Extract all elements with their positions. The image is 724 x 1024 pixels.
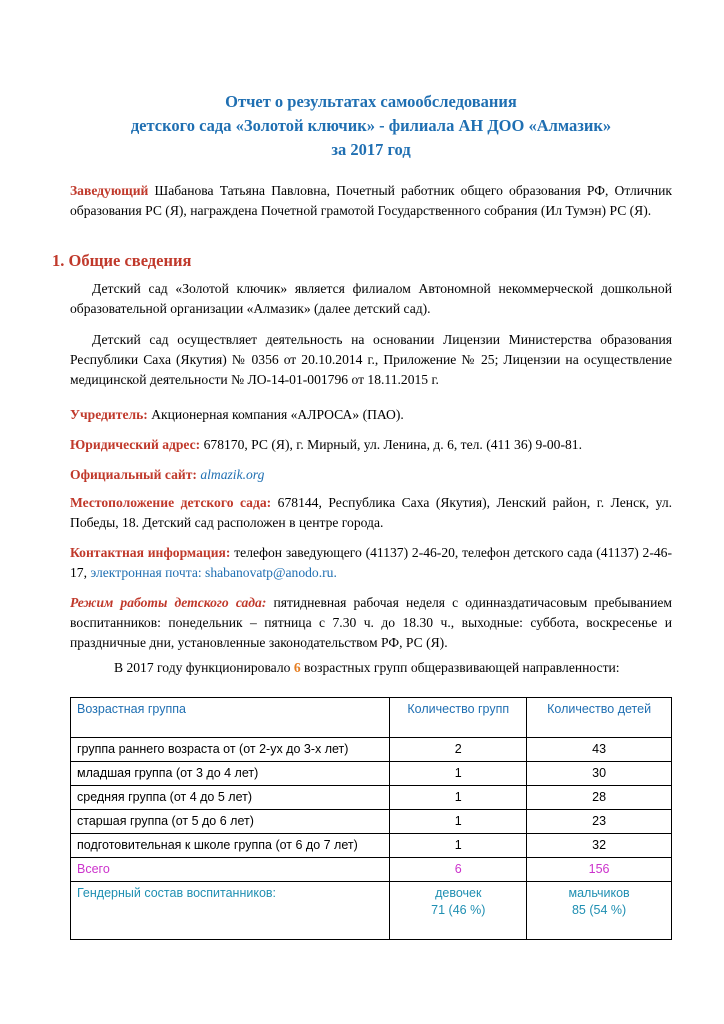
section-paragraph-2: Детский сад осуществляет деятельность на основании Лицензии Министерства образования Республики Саха (Якутия) № 0356 от 20.10.2014 г., Приложение № 25; Лицензии на осуществление медицинской деятельности № ЛО-14-01-001796 от 18.11.2015 г.: [70, 332, 672, 387]
head-paragraph: [70, 181, 672, 221]
header-children-count: Количество детей: [527, 698, 672, 738]
report-title-line2: детского сада «Золотой ключик» - филиала АН ДОО «Алмазик»: [130, 116, 612, 135]
row-children-count: 23: [527, 810, 672, 834]
boys-label: мальчиков: [568, 886, 630, 900]
table-row: [71, 786, 672, 810]
table-row: [71, 762, 672, 786]
groups-intro-before: В 2017 году функционировало: [114, 660, 294, 675]
row-group-name: старшая группа (от 5 до 6 лет): [71, 810, 390, 834]
founder-line: [70, 405, 672, 425]
girls-value: 71 (46 %): [431, 903, 486, 917]
contact-paragraph: [70, 543, 672, 583]
row-group-count: 1: [390, 810, 527, 834]
table-row: [71, 738, 672, 762]
section-heading: 1. Общие сведения: [52, 251, 192, 270]
site-label: Официальный сайт:: [70, 467, 197, 482]
row-children-count: 32: [527, 834, 672, 858]
row-children-count: 28: [527, 786, 672, 810]
address-label: Юридический адрес:: [70, 437, 201, 452]
table-gender-row: [71, 882, 672, 940]
row-group-count: 1: [390, 834, 527, 858]
boys-value: 85 (54 %): [571, 903, 627, 917]
row-group-count: 2: [390, 738, 527, 762]
groups-intro-after: возрастных групп общеразвивающей направленности:: [300, 660, 620, 675]
row-group-name: подготовительная к школе группа (от 6 до 7 лет): [71, 834, 390, 858]
header-age-group: Возрастная группа: [71, 698, 390, 738]
contact-label: Контактная информация:: [70, 545, 231, 560]
mode-text: пятидневная рабочая неделя с одинназдатичасовым пребыванием воспитанников: понедельник – пятница с 7.30 ч. до 18.30 ч., выходные: суббота, воскресенье и праздничные дни, установленные законодательством РФ, РС (Я).: [70, 595, 672, 650]
groups-table: [70, 697, 672, 940]
site-line: [70, 465, 672, 485]
table-header-row: [71, 698, 672, 738]
groups-count: 6: [293, 660, 301, 675]
address-line: [70, 435, 672, 455]
mode-paragraph: [70, 593, 672, 653]
report-title-line1: Отчет о результатах самообследования: [225, 92, 517, 111]
site-link[interactable]: almazik.org: [200, 467, 265, 482]
row-group-name: младшая группа (от 3 до 4 лет): [71, 762, 390, 786]
table-row: [71, 834, 672, 858]
head-text: Шабанова Татьяна Павловна, Почетный работник общего образования РФ, Отличник образования РС (Я), награждена Почетной грамотой Государственного собрания (Ил Тумэн) РС (Я).: [70, 183, 672, 218]
row-group-count: 1: [390, 762, 527, 786]
location-label: Местоположение детского сада:: [70, 495, 272, 510]
head-label: Заведующий: [70, 183, 149, 198]
report-title-line3: за 2017 год: [331, 140, 411, 159]
row-children-count: 43: [527, 738, 672, 762]
section-paragraph-1: Детский сад «Золотой ключик» является филиалом Автономной некоммерческой дошкольной образовательной организации «Алмазик» (далее детский сад).: [70, 281, 672, 316]
founder-label: Учредитель:: [70, 407, 148, 422]
row-group-count: 1: [390, 786, 527, 810]
row-group-name: средняя группа (от 4 до 5 лет): [71, 786, 390, 810]
table-total-row: [71, 858, 672, 882]
groups-intro: [70, 660, 716, 676]
total-label: Всего: [71, 858, 390, 882]
contact-text: телефон заведующего (41137) 2-46-20, телефон детского сада (41137) 2-46-17,: [70, 545, 672, 580]
contact-email[interactable]: электронная почта: shabanovatp@anodo.ru.: [90, 565, 337, 580]
total-children: 156: [527, 858, 672, 882]
header-group-count: Количество групп: [390, 698, 527, 738]
gender-label: Гендерный состав воспитанников:: [71, 882, 390, 940]
address-text: 678170, РС (Я), г. Мирный, ул. Ленина, д. 6, тел. (411 36) 9-00-81.: [200, 437, 582, 452]
mode-label: Режим работы детского сада:: [70, 595, 267, 610]
girls-label: девочек: [435, 886, 482, 900]
total-groups: 6: [390, 858, 527, 882]
location-text: 678144, Республика Саха (Якутия), Ленский район, г. Ленск, ул. Победы, 18. Детский сад расположен в центре города.: [70, 495, 672, 530]
founder-text: Акционерная компания «АЛРОСА» (ПАО).: [147, 407, 404, 422]
gender-boys: [527, 882, 672, 940]
row-children-count: 30: [527, 762, 672, 786]
table-row: [71, 810, 672, 834]
row-group-name: группа раннего возраста от (от 2-ух до 3-х лет): [71, 738, 390, 762]
gender-girls: [390, 882, 527, 940]
location-paragraph: [70, 493, 672, 533]
